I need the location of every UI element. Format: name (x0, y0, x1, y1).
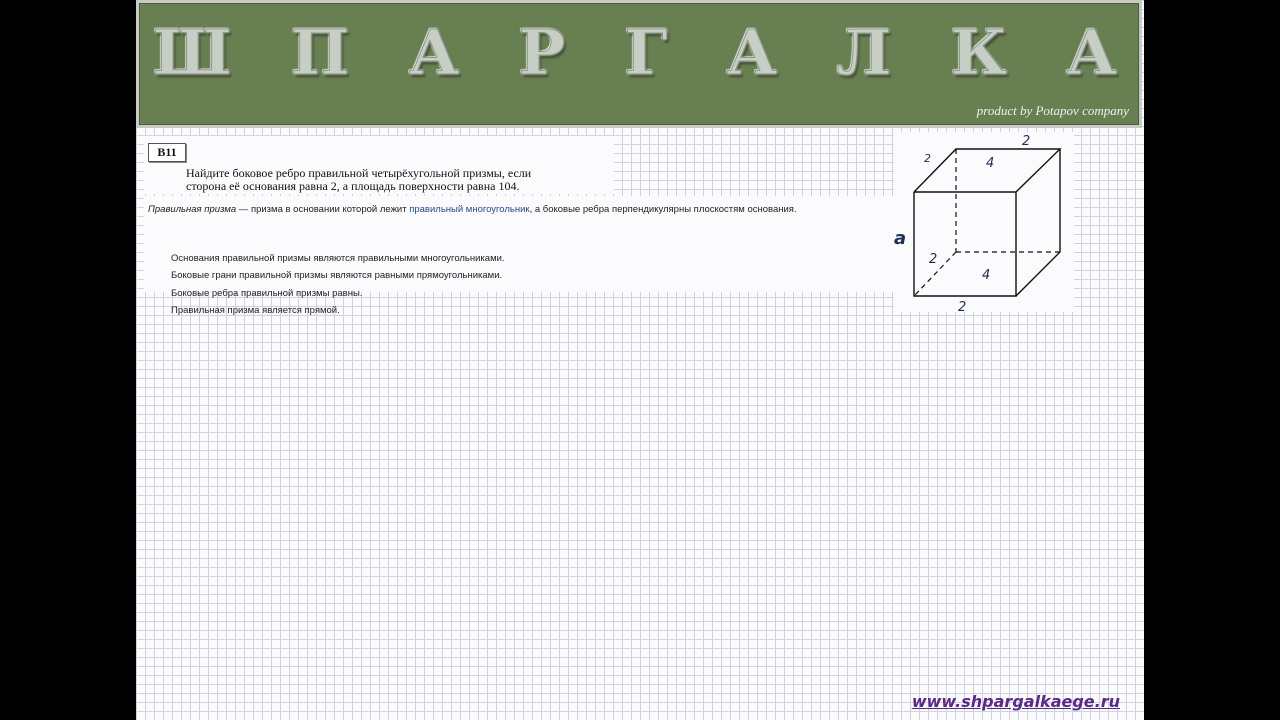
banner-letter: Л (836, 16, 892, 89)
top-left-edge-label: 2 (924, 152, 931, 165)
list-item: Боковые грани правильной призмы являются равными прямоугольниками. (171, 270, 503, 282)
banner-letter: П (290, 16, 350, 89)
top-face-area-label: 4 (986, 156, 995, 171)
banner-letter: А (1066, 16, 1117, 89)
figure-background (894, 132, 1074, 312)
banner-letter: А (408, 16, 460, 89)
banner-title (145, 17, 1125, 89)
properties-list (171, 253, 505, 322)
bottom-edge-label: 2 (958, 300, 967, 312)
task-statement (186, 167, 602, 193)
list-item: Основания правильной призмы являются правильными многоугольниками. (171, 253, 505, 264)
banner-letter: Г (624, 16, 668, 89)
definition-part: — призма в основании которой лежит (236, 204, 410, 215)
task-number-badge: B11 (148, 143, 186, 162)
regular-polygon-link[interactable]: правильный многоугольник (409, 204, 530, 215)
worksheet-page (136, 0, 1144, 720)
lateral-edge-label: a (894, 228, 907, 249)
bottom-face-area-label: 4 (982, 268, 991, 283)
definition-term: Правильная призма (148, 204, 237, 215)
prism-figure (894, 132, 1074, 312)
banner-letter: Р (518, 16, 566, 89)
definition-text (148, 204, 893, 216)
list-item: Правильная призма является прямой. (171, 304, 340, 316)
list-item: Боковые ребра правильной призмы равны. (171, 287, 363, 299)
site-link[interactable]: www.shpargalkaege.ru (911, 692, 1120, 711)
banner-letter: А (726, 16, 778, 89)
definition-part: , а боковые ребра перпендикулярны плоскостям основания. (529, 204, 797, 215)
header-banner (136, 0, 1142, 128)
bottom-depth-label: 2 (929, 252, 938, 267)
banner-letter: К (950, 16, 1008, 89)
task-line: Найдите боковое ребро правильной четырёхугольной призмы, если (186, 166, 532, 180)
credit-text: product by Potapov company (976, 103, 1129, 118)
task-line: сторона её основания равна 2, а площадь поверхности равна 104. (186, 179, 520, 193)
banner-letter: Ш (153, 16, 232, 89)
top-edge-label: 2 (1022, 134, 1031, 149)
